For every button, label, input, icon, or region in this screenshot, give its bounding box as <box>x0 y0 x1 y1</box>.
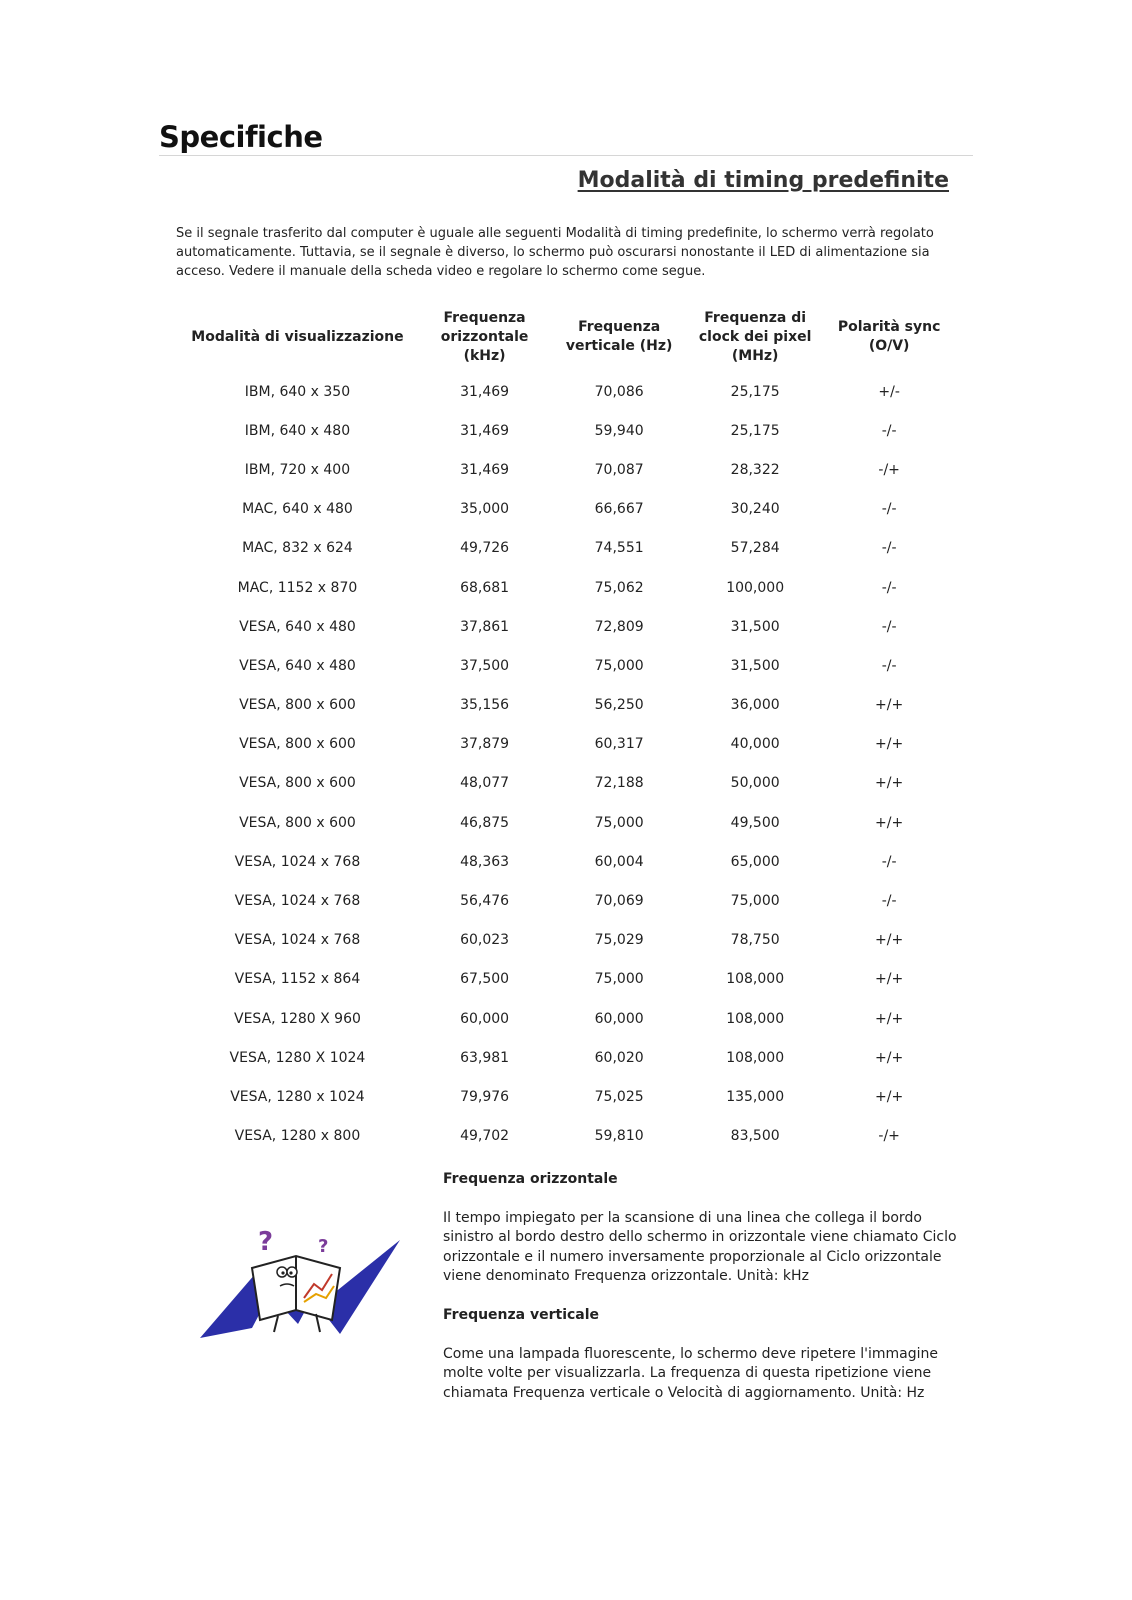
cell-sync-polarity: -/+ <box>878 1128 900 1145</box>
cell-sync-polarity: +/+ <box>875 736 904 753</box>
cell-pixel-clock: 108,000 <box>726 971 785 988</box>
table-row <box>176 568 956 607</box>
cell-pixel-clock: 31,500 <box>730 657 780 674</box>
glossary-term-vertical: Frequenza verticale <box>443 1306 600 1323</box>
cell-display-mode: VESA, 1024 x 768 <box>234 853 361 870</box>
cell-horizontal-frequency: 68,681 <box>460 579 510 596</box>
table-row <box>176 725 956 764</box>
cell-display-mode: VESA, 800 x 600 <box>239 775 356 792</box>
cell-horizontal-frequency: 48,077 <box>460 775 510 792</box>
cell-horizontal-frequency: 60,023 <box>460 932 510 949</box>
cell-display-mode: IBM, 720 x 400 <box>244 461 351 478</box>
cell-horizontal-frequency: 46,875 <box>460 814 510 831</box>
header-pixel-clock: Frequenza di clock dei pixel (MHz) <box>698 309 812 364</box>
cell-pixel-clock: 78,750 <box>730 932 780 949</box>
cell-sync-polarity: -/- <box>881 422 897 439</box>
cell-horizontal-frequency: 60,000 <box>460 1010 510 1027</box>
cell-pixel-clock: 83,500 <box>730 1128 780 1145</box>
cell-sync-polarity: -/- <box>881 540 897 557</box>
cell-sync-polarity: -/- <box>881 853 897 870</box>
cell-sync-polarity: +/+ <box>875 1088 904 1105</box>
cell-sync-polarity: +/+ <box>875 814 904 831</box>
table-header-row <box>176 302 956 372</box>
cell-vertical-frequency: 60,000 <box>594 1010 644 1027</box>
table-row <box>176 490 956 529</box>
table-row <box>176 803 956 842</box>
header-sync-polarity: Polarità sync (O/V) <box>837 319 941 354</box>
cell-display-mode: VESA, 800 x 600 <box>239 814 356 831</box>
cell-horizontal-frequency: 48,363 <box>460 853 510 870</box>
cell-horizontal-frequency: 31,469 <box>460 383 510 400</box>
table-row <box>176 764 956 803</box>
cell-sync-polarity: -/+ <box>878 461 900 478</box>
table-row <box>176 450 956 489</box>
cell-pixel-clock: 57,284 <box>730 540 780 557</box>
cell-sync-polarity: +/+ <box>875 971 904 988</box>
table-row <box>176 529 956 568</box>
cell-vertical-frequency: 75,000 <box>594 657 644 674</box>
header-display-mode: Modalità di visualizzazione <box>191 328 404 345</box>
cell-display-mode: VESA, 640 x 480 <box>239 618 356 635</box>
cell-horizontal-frequency: 56,476 <box>460 893 510 910</box>
cell-display-mode: VESA, 1280 X 1024 <box>229 1049 366 1066</box>
cell-sync-polarity: -/- <box>881 657 897 674</box>
cell-pixel-clock: 49,500 <box>730 814 780 831</box>
svg-text:?: ? <box>258 1228 274 1257</box>
table-row <box>176 921 956 960</box>
cell-pixel-clock: 65,000 <box>730 853 780 870</box>
cell-sync-polarity: +/+ <box>875 697 904 714</box>
cell-display-mode: VESA, 1024 x 768 <box>234 893 361 910</box>
cell-sync-polarity: +/- <box>878 383 900 400</box>
cell-vertical-frequency: 60,004 <box>594 853 644 870</box>
cell-display-mode: MAC, 640 x 480 <box>242 501 353 518</box>
cell-display-mode: VESA, 1280 x 800 <box>234 1128 361 1145</box>
cell-sync-polarity: -/- <box>881 893 897 910</box>
table-row <box>176 607 956 646</box>
table-row <box>176 881 956 920</box>
cell-sync-polarity: -/- <box>881 579 897 596</box>
cell-sync-polarity: -/- <box>881 501 897 518</box>
table-row <box>176 646 956 685</box>
cell-pixel-clock: 50,000 <box>730 775 780 792</box>
glossary-term-horizontal: Frequenza orizzontale <box>443 1171 618 1187</box>
cell-pixel-clock: 25,175 <box>730 383 780 400</box>
intro-paragraph: Se il segnale trasferito dal computer è uguale alle seguenti Modalità di timing predefinite, lo schermo verrà regolato automaticamente. Tuttavia, se il segnale è diverso, lo schermo può oscurarsi nonostante il LED di alimentazione sia acceso. Vedere il manuale della scheda video e regolare lo schermo come segue. <box>176 226 934 279</box>
cell-vertical-frequency: 75,062 <box>594 579 644 596</box>
cell-vertical-frequency: 72,188 <box>594 775 644 792</box>
cell-pixel-clock: 135,000 <box>726 1088 785 1105</box>
cell-vertical-frequency: 56,250 <box>594 697 644 714</box>
header-vertical-frequency: Frequenza verticale (Hz) <box>565 319 673 354</box>
cell-pixel-clock: 100,000 <box>726 579 785 596</box>
cell-pixel-clock: 31,500 <box>730 618 780 635</box>
table-row <box>176 999 956 1038</box>
table-row <box>176 1077 956 1116</box>
cell-horizontal-frequency: 35,000 <box>460 501 510 518</box>
cell-vertical-frequency: 75,025 <box>594 1088 644 1105</box>
cell-display-mode: MAC, 832 x 624 <box>242 540 353 557</box>
cell-horizontal-frequency: 37,879 <box>460 736 510 753</box>
glossary-text-horizontal: Il tempo impiegato per la scansione di una linea che collega il bordo sinistro al bordo destro dello schermo in orizzontale viene chiamato Ciclo orizzontale e il numero inversamente proporzionale al Ciclo orizzontale viene denominato Frequenza orizzontale. Unità: kHz <box>443 1209 957 1285</box>
cell-sync-polarity: +/+ <box>875 775 904 792</box>
table-row <box>176 686 956 725</box>
table-row <box>176 1117 956 1156</box>
cell-sync-polarity: +/+ <box>875 1049 904 1066</box>
cell-display-mode: MAC, 1152 x 870 <box>237 579 358 596</box>
section-title: Modalità di timing predefinite <box>577 168 949 193</box>
table-row <box>176 960 956 999</box>
cell-vertical-frequency: 60,317 <box>594 736 644 753</box>
glossary-text-vertical: Come una lampada fluorescente, lo schermo deve ripetere l'immagine molte volte per visualizzarla. La frequenza di questa ripetizione viene chiamata Frequenza verticale o Velocità di aggiornamento. Unità: Hz <box>443 1345 939 1401</box>
cell-pixel-clock: 75,000 <box>730 893 780 910</box>
cell-pixel-clock: 25,175 <box>730 422 780 439</box>
confused-book-mascot-icon <box>200 1228 410 1340</box>
cell-horizontal-frequency: 31,469 <box>460 422 510 439</box>
page-title: Specifiche <box>159 120 323 154</box>
cell-vertical-frequency: 74,551 <box>594 540 644 557</box>
cell-pixel-clock: 36,000 <box>730 697 780 714</box>
cell-display-mode: VESA, 640 x 480 <box>239 657 356 674</box>
cell-horizontal-frequency: 67,500 <box>460 971 510 988</box>
cell-vertical-frequency: 70,069 <box>594 893 644 910</box>
cell-display-mode: VESA, 800 x 600 <box>239 697 356 714</box>
table-row <box>176 372 956 411</box>
cell-sync-polarity: -/- <box>881 618 897 635</box>
cell-horizontal-frequency: 37,500 <box>460 657 510 674</box>
cell-pixel-clock: 28,322 <box>730 461 780 478</box>
cell-display-mode: VESA, 1280 x 1024 <box>230 1088 365 1105</box>
header-horizontal-frequency: Frequenza orizzontale (kHz) <box>440 309 529 364</box>
cell-display-mode: VESA, 800 x 600 <box>239 736 356 753</box>
cell-horizontal-frequency: 49,702 <box>460 1128 510 1145</box>
cell-vertical-frequency: 75,029 <box>594 932 644 949</box>
table-row <box>176 411 956 450</box>
cell-display-mode: VESA, 1152 x 864 <box>234 971 361 988</box>
table-row <box>176 1038 956 1077</box>
cell-horizontal-frequency: 49,726 <box>460 540 510 557</box>
cell-horizontal-frequency: 63,981 <box>460 1049 510 1066</box>
cell-horizontal-frequency: 35,156 <box>460 697 510 714</box>
cell-vertical-frequency: 66,667 <box>594 501 644 518</box>
title-divider <box>159 155 973 156</box>
cell-vertical-frequency: 70,087 <box>594 461 644 478</box>
cell-vertical-frequency: 60,020 <box>594 1049 644 1066</box>
cell-pixel-clock: 108,000 <box>726 1010 785 1027</box>
cell-vertical-frequency: 72,809 <box>594 618 644 635</box>
glossary <box>443 1170 963 1422</box>
cell-sync-polarity: +/+ <box>875 1010 904 1027</box>
cell-pixel-clock: 40,000 <box>730 736 780 753</box>
cell-pixel-clock: 30,240 <box>730 501 780 518</box>
svg-text:?: ? <box>318 1236 329 1257</box>
cell-vertical-frequency: 59,810 <box>594 1128 644 1145</box>
cell-display-mode: VESA, 1024 x 768 <box>234 932 361 949</box>
cell-horizontal-frequency: 31,469 <box>460 461 510 478</box>
cell-pixel-clock: 108,000 <box>726 1049 785 1066</box>
cell-vertical-frequency: 59,940 <box>594 422 644 439</box>
cell-display-mode: VESA, 1280 X 960 <box>234 1010 361 1027</box>
cell-display-mode: IBM, 640 x 350 <box>244 383 351 400</box>
table-row <box>176 842 956 881</box>
timing-table <box>176 302 956 1156</box>
cell-vertical-frequency: 75,000 <box>594 814 644 831</box>
cell-horizontal-frequency: 79,976 <box>460 1088 510 1105</box>
cell-vertical-frequency: 75,000 <box>594 971 644 988</box>
timing-table-body <box>176 372 956 1156</box>
cell-display-mode: IBM, 640 x 480 <box>244 422 351 439</box>
cell-horizontal-frequency: 37,861 <box>460 618 510 635</box>
cell-vertical-frequency: 70,086 <box>594 383 644 400</box>
cell-sync-polarity: +/+ <box>875 932 904 949</box>
